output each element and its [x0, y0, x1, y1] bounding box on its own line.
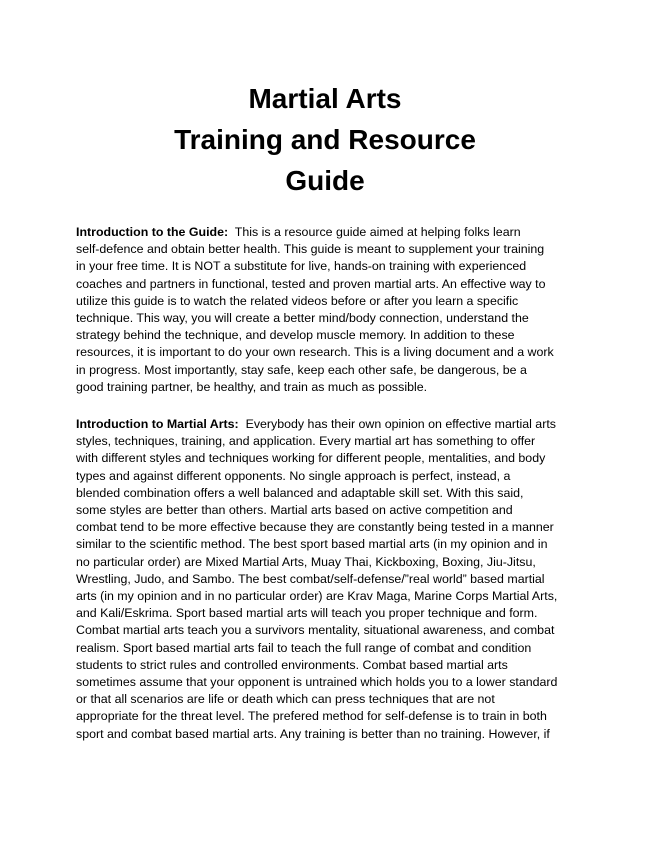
paragraph-line: similar to the scientific method. The best sport based martial arts (in my opinion and in: [76, 537, 548, 552]
paragraph-line: some styles are better than others. Martial arts based on active competition and: [76, 503, 513, 518]
paragraph-first-line: [76, 416, 576, 433]
paragraph-line: and Kali/Eskrima. Sport based martial arts will teach you proper technique and form.: [76, 606, 538, 621]
paragraph-line: with different styles and techniques working for different people, mentalities, and body: [76, 451, 546, 466]
paragraph-line: no particular order) are Mixed Martial Arts, Muay Thai, Kickboxing, Boxing, Jiu-Jitsu,: [76, 554, 536, 569]
paragraph-line: in progress. Most importantly, stay safe, keep each other safe, be dangerous, be a: [76, 362, 527, 377]
paragraph-line: arts (in my opinion and in no particular order) are Krav Maga, Marine Corps Martial Arts,: [76, 589, 558, 604]
paragraph-line: Combat martial arts teach you a survivors mentality, situational awareness, and combat: [76, 623, 555, 638]
paragraph-line: sport and combat based martial arts. Any training is better than no training. However, if: [76, 726, 550, 741]
paragraph-line: Wrestling, Judo, and Sambo. The best combat/self-defense/”real world” based martial: [76, 571, 545, 586]
paragraph-line: resources, it is important to do your own research. This is a living document and a work: [76, 345, 554, 360]
paragraph-line: students to strict rules and controlled environments. Combat based martial arts: [76, 657, 508, 672]
paragraph-line: or that all scenarios are life or death which can press techniques that are not: [76, 692, 495, 707]
title-line: Guide: [285, 165, 365, 196]
section-heading: Introduction to Martial Arts:: [76, 417, 239, 431]
paragraph-line: sometimes assume that your opponent is untrained which holds you to a lower standard: [76, 675, 558, 690]
paragraph-first-line: [76, 224, 576, 241]
paragraph-line: blended combination offers a well balanced and adaptable skill set. With this said,: [76, 485, 524, 500]
paragraph-text: Everybody has their own opinion on effective martial arts: [238, 417, 556, 431]
title-line: Martial Arts: [248, 83, 402, 114]
document-title: [0, 78, 650, 201]
paragraph-line: realism. Sport based martial arts fail to teach the full range of combat and condition: [76, 640, 532, 655]
paragraph-line: in your free time. It is NOT a substitute for live, hands-on training with experienced: [76, 259, 527, 274]
paragraph-line: good training partner, be healthy, and train as much as possible.: [76, 379, 428, 394]
paragraph-line: combat tend to be more effective because they are constantly being tested in a manner: [76, 520, 554, 535]
paragraph-text: This is a resource guide aimed at helping folks learn: [228, 225, 521, 239]
paragraph-line: styles, techniques, training, and application. Every martial art has something to offer: [76, 434, 536, 449]
paragraph-line: self-defence and obtain better health. This guide is meant to supplement your training: [76, 242, 545, 257]
paragraph-line: coaches and partners in functional, tested and proven martial arts. An effective way to: [76, 276, 546, 291]
section-heading: Introduction to the Guide:: [76, 225, 229, 239]
paragraph-line: types and against different opponents. No single approach is perfect, instead, a: [76, 468, 511, 483]
section-intro-guide: [76, 224, 576, 396]
paragraph-line: appropriate for the threat level. The prefered method for self-defense is to train in both: [76, 709, 547, 724]
paragraph-line: technique. This way, you will create a better mind/body connection, understand the: [76, 311, 529, 326]
title-line: Training and Resource: [174, 124, 476, 155]
paragraph-line: strategy behind the technique, and develop muscle memory. In addition to these: [76, 328, 515, 343]
paragraph-line: utilize this guide is to watch the related videos before or after you learn a specific: [76, 293, 519, 308]
section-intro-martial-arts: [76, 416, 576, 743]
